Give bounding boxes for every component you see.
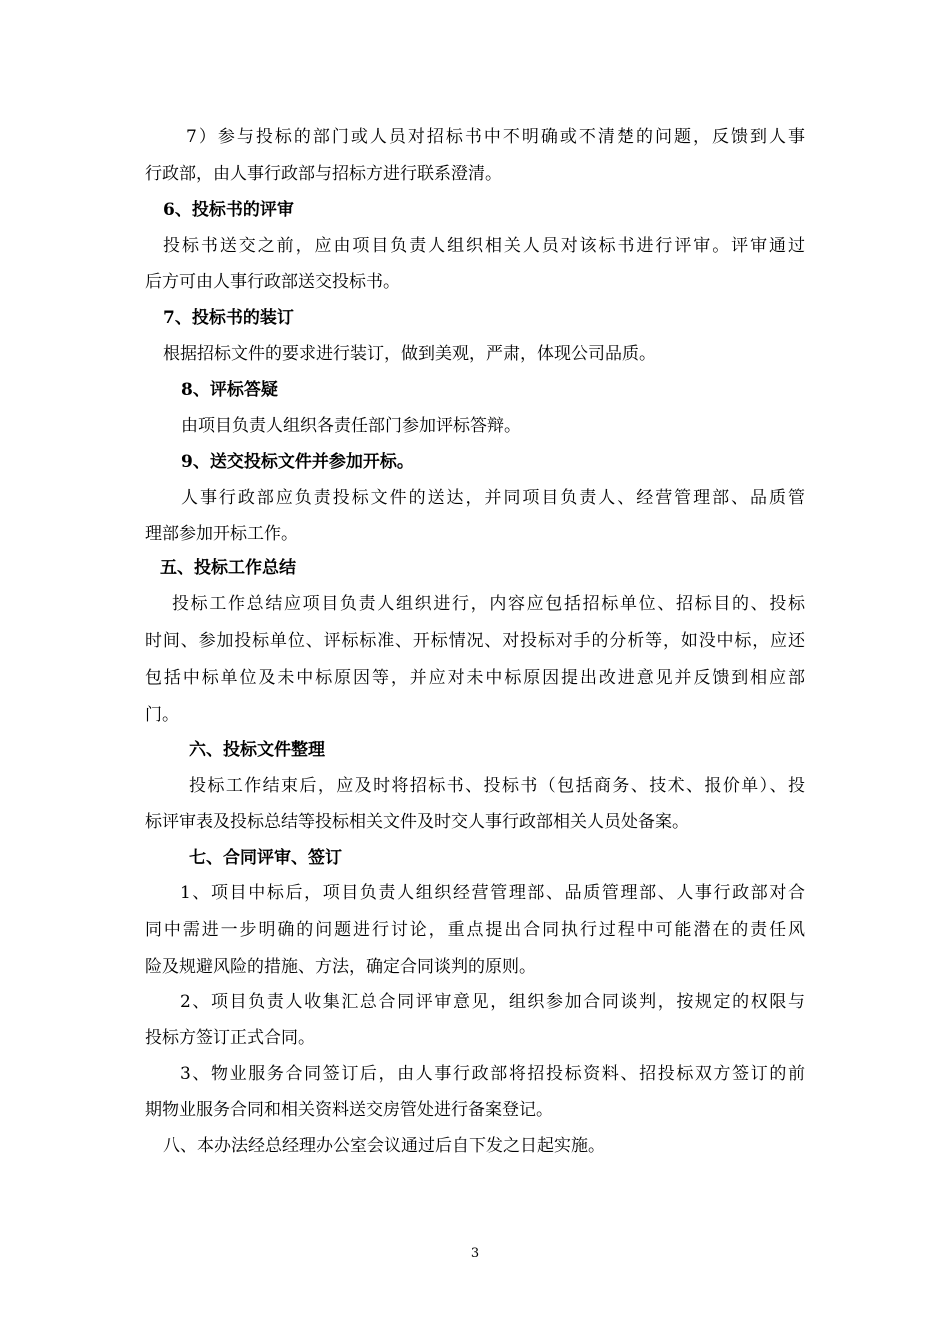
- section-7-heading: 7、投标书的装订: [163, 308, 294, 328]
- part-8-line-1: 八、本办法经总经理办公室会议通过后自下发之日起实施。: [163, 1136, 605, 1156]
- part-7-para-3-line-1: 3、物业服务合同签订后，由人事行政部将招投标资料、招投标双方签订的前: [180, 1064, 805, 1084]
- section-9-heading: 9、送交投标文件并参加开标。: [181, 452, 414, 472]
- part-7-heading: 七、合同评审、签订: [189, 848, 342, 868]
- part-5-line-2: 时间、参加投标单位、评标标准、开标情况、对投标对手的分析等，如没中标，应还: [145, 631, 805, 651]
- part-7-para-2-line-1: 2、项目负责人收集汇总合同评审意见，组织参加合同谈判，按规定的权限与: [180, 992, 805, 1012]
- section-6-line-1: 投标书送交之前，应由项目负责人组织相关人员对该标书进行评审。评审通过: [163, 236, 805, 256]
- section-9-line-2: 理部参加开标工作。: [145, 524, 298, 544]
- item-7-line-2: 行政部，由人事行政部与招标方进行联系澄清。: [145, 164, 502, 184]
- section-6-heading: 6、投标书的评审: [163, 200, 294, 220]
- part-7-para-1-line-1: 1、项目中标后，项目负责人组织经营管理部、品质管理部、人事行政部对合: [180, 883, 805, 903]
- section-6-line-2: 后方可由人事行政部送交投标书。: [145, 272, 400, 292]
- part-5-line-4: 门。: [145, 705, 179, 725]
- part-7-para-2-line-2: 投标方签订正式合同。: [145, 1028, 315, 1048]
- part-5-line-1: 投标工作总结应项目负责人组织进行，内容应包括招标单位、招标目的、投标: [172, 594, 805, 614]
- part-7-para-3-line-2: 期物业服务合同和相关资料送交房管处进行备案登记。: [145, 1100, 553, 1120]
- section-7-line-1: 根据招标文件的要求进行装订，做到美观，严肃，体现公司品质。: [163, 344, 656, 364]
- section-8-line-1: 由项目负责人组织各责任部门参加评标答辩。: [181, 416, 521, 436]
- part-7-para-1-line-2: 同中需进一步明确的问题进行讨论，重点提出合同执行过程中可能潜在的责任风: [145, 920, 805, 940]
- part-7-para-1-line-3: 险及规避风险的措施、方法，确定合同谈判的原则。: [145, 957, 536, 977]
- section-8-heading: 8、评标答疑: [181, 380, 278, 400]
- item-7-line-1: 7）参与投标的部门或人员对招标书中不明确或不清楚的问题，反馈到人事: [186, 127, 805, 147]
- page-number: 3: [470, 1246, 480, 1261]
- part-5-heading: 五、投标工作总结: [160, 558, 296, 578]
- section-9-line-1: 人事行政部应负责投标文件的送达，并同项目负责人、经营管理部、品质管: [181, 488, 805, 508]
- part-6-line-2: 标评审表及投标总结等投标相关文件及时交人事行政部相关人员处备案。: [145, 812, 689, 832]
- part-6-heading: 六、投标文件整理: [189, 740, 325, 760]
- part-6-line-1: 投标工作结束后，应及时将招标书、投标书（包括商务、技术、报价单）、投: [189, 776, 805, 796]
- part-5-line-3: 包括中标单位及未中标原因等，并应对未中标原因提出改进意见并反馈到相应部: [145, 668, 805, 688]
